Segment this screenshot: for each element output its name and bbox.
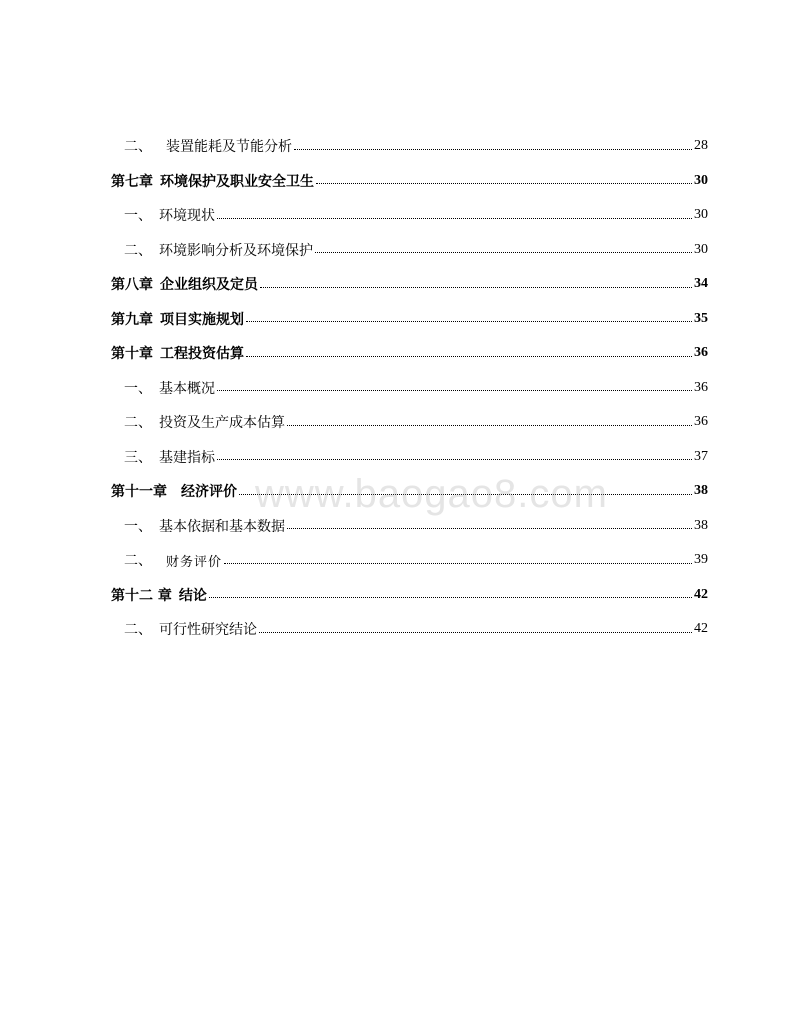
dot-leader <box>260 287 692 288</box>
toc-entry-number: 第七章 <box>111 173 153 190</box>
toc-entry-title: 投资及生产成本估算 <box>159 415 285 432</box>
toc-entry-page: 36 <box>694 345 708 361</box>
toc-entry-page: 37 <box>694 448 708 464</box>
toc-entry[interactable] <box>111 509 708 544</box>
toc-entry-title: 环境保护及职业安全卫生 <box>160 173 314 190</box>
toc-chapter-entry[interactable] <box>111 267 708 302</box>
table-of-contents <box>111 129 708 647</box>
toc-entry-number: 第十章 <box>111 346 153 363</box>
toc-entry[interactable] <box>111 440 708 475</box>
toc-entry-number: 二、 <box>124 139 152 156</box>
toc-entry-title: 企业组织及定员 <box>160 277 258 294</box>
toc-entry-page: 35 <box>694 310 708 326</box>
toc-entry-title: 经济评价 <box>181 484 237 501</box>
dot-leader <box>315 252 692 253</box>
dot-leader <box>217 218 692 219</box>
toc-entry-number: 二、 <box>124 553 152 570</box>
dot-leader <box>224 563 692 564</box>
toc-entry-page: 30 <box>694 207 708 223</box>
dot-leader <box>217 459 692 460</box>
dot-leader <box>217 390 692 391</box>
dot-leader <box>287 425 692 426</box>
toc-entry-page: 36 <box>694 379 708 395</box>
toc-entry-page: 39 <box>694 552 708 568</box>
dot-leader <box>209 597 692 598</box>
toc-entry-number: 三、 <box>124 449 152 466</box>
dot-leader <box>246 321 692 322</box>
toc-entry-number: 一、 <box>124 380 152 397</box>
toc-entry[interactable] <box>111 198 708 233</box>
toc-chapter-entry[interactable] <box>111 164 708 199</box>
toc-entry-title: 可行性研究结论 <box>159 622 257 639</box>
dot-leader <box>287 528 692 529</box>
toc-entry[interactable] <box>111 543 708 578</box>
toc-entry-title: 基本概况 <box>159 380 215 397</box>
toc-entry-number: 二、 <box>124 415 152 432</box>
toc-entry-number: 第十二 章 <box>111 587 172 604</box>
toc-entry-page: 42 <box>694 621 708 637</box>
toc-entry-number: 二、 <box>124 622 152 639</box>
toc-entry-number: 第八章 <box>111 277 153 294</box>
dot-leader <box>239 494 692 495</box>
toc-entry-title: 基建指标 <box>159 449 215 466</box>
toc-entry-page: 28 <box>694 138 708 154</box>
toc-entry[interactable] <box>111 371 708 406</box>
toc-entry-title: 基本依据和基本数据 <box>159 518 285 535</box>
dot-leader <box>316 183 692 184</box>
toc-entry-page: 34 <box>694 276 708 292</box>
dot-leader <box>246 356 692 357</box>
dot-leader <box>259 632 692 633</box>
toc-entry-number: 一、 <box>124 518 152 535</box>
toc-chapter-entry[interactable] <box>111 302 708 337</box>
toc-entry-page: 30 <box>694 172 708 188</box>
toc-entry-title: 环境影响分析及环境保护 <box>159 242 313 259</box>
toc-chapter-entry[interactable] <box>111 578 708 613</box>
toc-entry-page: 38 <box>694 483 708 499</box>
toc-entry-page: 42 <box>694 586 708 602</box>
toc-entry-title: 项目实施规划 <box>160 311 244 328</box>
toc-entry-page: 38 <box>694 517 708 533</box>
toc-entry-title: 环境现状 <box>159 208 215 225</box>
toc-entry-number: 二、 <box>124 242 152 259</box>
toc-entry-number: 第十一章 <box>111 484 167 501</box>
toc-entry-title: 结论 <box>178 587 207 604</box>
toc-entry[interactable] <box>111 233 708 268</box>
toc-entry[interactable] <box>111 405 708 440</box>
toc-entry-title: 装置能耗及节能分析 <box>166 139 292 156</box>
toc-entry-number: 一、 <box>124 208 152 225</box>
toc-entry-title: 财务评价 <box>166 554 223 570</box>
toc-entry-page: 36 <box>694 414 708 430</box>
toc-entry-page: 30 <box>694 241 708 257</box>
toc-entry-number: 第九章 <box>111 311 153 328</box>
toc-entry-title: 工程投资估算 <box>160 346 244 363</box>
toc-entry[interactable] <box>111 129 708 164</box>
toc-chapter-entry[interactable] <box>111 336 708 371</box>
watermark: www.baogao8.com <box>255 472 608 516</box>
dot-leader <box>294 149 692 150</box>
toc-chapter-entry[interactable] <box>111 474 708 509</box>
toc-entry[interactable] <box>111 612 708 647</box>
